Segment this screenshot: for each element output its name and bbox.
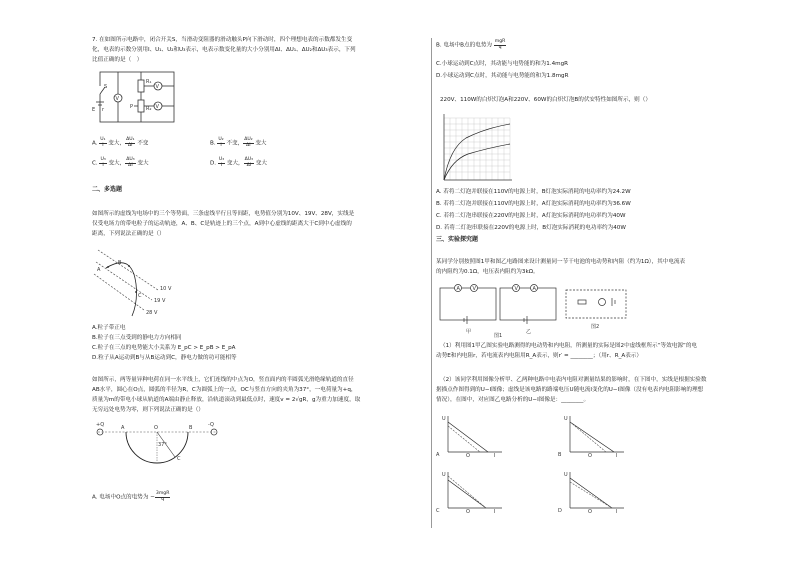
circuit-label-s: S	[104, 84, 108, 90]
q11-graph-a-axis-u: U	[442, 416, 446, 422]
q9-line2: AB水平，圆心在O点，圆弧的半径为R，C为圆弧上的一点，OC与竖直方向的夹角为37°，一电荷量为+q，	[92, 387, 357, 393]
q9-option-c[interactable]: C.小球运动到C点时，其动能与电势能的和为1.4mgR	[436, 61, 569, 67]
circuit-voltmeter-v2: V	[155, 104, 159, 110]
q9-label-angle: 37°	[158, 442, 167, 448]
section-heading-multiple-choice: 二、多选题	[92, 186, 123, 193]
q7-line3: 比值正确的是（ ）	[92, 57, 143, 63]
circuit-voltmeter-v: V	[115, 96, 119, 102]
q11-line1: 某同学分别按照图1甲和图乙电路图来设计测量同一节干电池的电动势和内阻（约为1Ω），其中电流表	[436, 259, 686, 265]
q11-graph-c-label: C	[436, 508, 440, 514]
q9-line3: 质量为m的带电小球从轨道的A端由静止释放，沿轨道滚动到最低点时，速度v = 2√gR，g为重力加速度，取	[92, 397, 361, 403]
section-heading-experiment: 三、实验探究题	[436, 236, 479, 243]
q11-jia-ammeter: A	[456, 286, 460, 292]
q9-option-d[interactable]: D.小球运动到C点时，其动能与电势能的和为1.8mgR	[436, 73, 569, 79]
q8-label-28v: 28 V	[146, 310, 158, 316]
column-divider	[431, 38, 432, 528]
q11-fig2-label: 图2	[591, 324, 600, 330]
q11-graph-d-axis-o: O	[588, 509, 592, 514]
q9-line4: 无穷远处电势为零，则下列说法正确的是（）	[92, 407, 204, 413]
q11-graph-a-axis-o: O	[466, 453, 470, 458]
q8-label-a: A	[97, 267, 101, 273]
q11-circuit-figures	[436, 282, 632, 338]
q11-ui-graph-c[interactable]	[436, 468, 504, 514]
q11-part1-line2: 动势E和内电阻r，若电流表内电阻用R_A表示，则r′ = ________；（用r、R_A表示）	[436, 353, 642, 359]
q11-graph-c-axis-i: I	[494, 509, 496, 514]
q11-yi-ammeter: A	[532, 286, 536, 292]
q9-option-a[interactable]: A. 电场中O点的电势为 − $\frac{\text{3mgR}}{q}$	[92, 491, 170, 502]
q11-line2: 的内阻约为0.1Ω，电压表内阻约为3kΩ。	[436, 269, 539, 275]
q8-equipotential-diagram	[92, 244, 182, 320]
q11-part2-line1: （2）该同学利用图像分析甲、乙两种电路中电表内电阻对测量结果的影响时，在下图中，实线是根据实验数	[440, 377, 707, 383]
q11-graph-d-axis-i: I	[616, 509, 618, 514]
q11-part2-line2: 据描点作图得到的U−I图像；虚线是该电路的路端电压U随电流I变化的U−I图像（没有电表内电阻影响的理想	[436, 387, 704, 393]
q7-line2: 化，电表的示数分别用I、U₁、U₂和U₃表示，电表示数变化量的大小分别用ΔI、ΔU₁、ΔU₂和ΔU₃表示，下列	[92, 47, 356, 53]
q11-graph-c-axis-u: U	[442, 472, 446, 478]
q11-graph-b-axis-u: U	[564, 416, 568, 422]
circuit-label-r1: R₁	[146, 79, 152, 85]
q11-graph-a-axis-i: I	[494, 453, 496, 458]
q8-option-c[interactable]: C.粒子在三点的电势能大小关系为 E_pC > E_pB > E_pA	[92, 345, 236, 351]
q10-iu-graph	[436, 108, 516, 188]
q10-line1: 220V、110W的白炽灯泡A和220V、60W的白炽灯泡B的伏安特性如图所示，则（）	[440, 97, 651, 103]
q11-graph-b-axis-i: I	[616, 453, 618, 458]
q11-part2-line3: 情况），在图中，对应图乙电路分析的U−I图像是：________。	[436, 397, 590, 403]
q7-line1: 7. 在如图所示电路中，闭合开关S，当滑动变阻器的滑动触头P向下滑动时，四个理想电表的示数都发生变	[92, 37, 353, 43]
q8-option-d[interactable]: D.粒子从A运动到B与从B运动到C，静电力做的功可能相等	[92, 355, 237, 361]
circuit-label-e: E	[92, 107, 96, 113]
q8-label-19v: 19 V	[154, 298, 166, 304]
q11-part1-line1: （1）利用图1甲乙图实验电路测得的电动势和内电阻，所测量的实际是图2中虚线框所示“等效电源”的电	[440, 343, 698, 349]
q9-line1: 如图所示，两等量异种电荷在同一水平线上，它们连线的中点为O，竖直面内的半圆弧光滑绝缘轨道的直径	[92, 377, 354, 383]
q11-graph-c-axis-o: O	[466, 509, 470, 514]
circuit-label-r: r	[102, 107, 105, 113]
q7-option-c[interactable]: C. $\frac{\text{U₃}}{I}$ 变大， $\frac{\text{ΔU₃}}{\Delta I}$ 变大	[92, 157, 149, 168]
q9-label-plus-q: +Q	[96, 422, 105, 428]
q10-option-c[interactable]: C. 若将二灯泡串联接在220V的电源上时，A灯泡实际消耗的电功率约为40W	[436, 213, 626, 219]
q11-fig-yi: 乙	[526, 329, 532, 335]
q11-ui-graph-b[interactable]	[558, 412, 626, 458]
q8-label-c: C	[138, 293, 142, 299]
q11-fig-jia: 甲	[466, 329, 472, 335]
q11-yi-voltmeter: V	[514, 286, 518, 292]
q8-line3: 距离，下列说法正确的是（）	[92, 231, 165, 237]
q11-graph-b-axis-o: O	[588, 453, 592, 458]
q9-label-o: O	[154, 425, 158, 431]
q8-option-a[interactable]: A.粒子带正电	[92, 325, 126, 331]
q11-ui-graph-a[interactable]	[436, 412, 504, 458]
q10-option-a[interactable]: A. 若将二灯泡并联接在110V的电源上时，B灯泡实际消耗的电功率约为24.2W	[436, 189, 631, 195]
q8-line1: 如图所示的虚线为电场中的三个等势面，三条虚线平行且等间距，电势值分别为10V、19V、28V，实线是	[92, 211, 355, 217]
q11-fig1-label: 图1	[494, 333, 503, 338]
q11-jia-voltmeter: V	[472, 286, 476, 292]
q10-option-b[interactable]: B. 若将二灯泡并联接在110V的电源上时，A灯泡实际消耗的电功率约为36.6W	[436, 201, 631, 207]
q11-ui-graph-d[interactable]	[558, 468, 626, 514]
q11-graph-a-label: A	[436, 452, 440, 458]
q11-graph-b-label: B	[558, 452, 562, 458]
circuit-label-p: P	[130, 104, 134, 110]
q8-option-b[interactable]: B.粒子在三点受到的静电力方向相同	[92, 335, 182, 341]
q7-circuit-diagram	[92, 66, 182, 128]
q8-line2: 仅受电场力的带电粒子的运动轨迹，A、B、C是轨迹上的三个点，A到中心虚线的距离大于C到中心虚线的	[92, 221, 352, 227]
q11-graph-d-axis-u: U	[564, 472, 568, 478]
q8-label-10v: 10 V	[160, 286, 172, 292]
circuit-label-r2: R₂	[146, 106, 152, 112]
q11-graph-d-label: D	[558, 508, 562, 514]
q9-label-b: B	[189, 425, 193, 431]
q7-option-a[interactable]: A. $\frac{\text{U₁}}{I}$ 变大， $\frac{\text{ΔU₁}}{\Delta I}$ 不变	[92, 137, 149, 148]
q8-label-b: B	[118, 260, 122, 266]
q9-semicircle-diagram	[92, 418, 222, 480]
q7-option-d[interactable]: D. $\frac{\text{U₃}}{I}$ 变大， $\frac{\text{ΔU₃}}{\Delta I}$ 变大	[210, 157, 267, 168]
circuit-voltmeter-v1: V	[155, 84, 159, 90]
q9-label-minus-q: -Q	[208, 422, 214, 428]
q7-option-b[interactable]: B. $\frac{\text{U₂}}{I}$ 不变， $\frac{\text{ΔU₂}}{\Delta I}$ 变大	[210, 137, 267, 148]
q10-option-d[interactable]: D. 若将二灯泡串联接在220V的电源上时，B灯泡实际消耗的电功率约为40W	[436, 225, 626, 231]
q9-option-b[interactable]: B. 电场中B点的电势为 $\frac{\text{mgR}}{q}$	[436, 39, 506, 50]
q9-label-a: A	[121, 425, 125, 431]
q9-label-c: C	[177, 456, 181, 462]
